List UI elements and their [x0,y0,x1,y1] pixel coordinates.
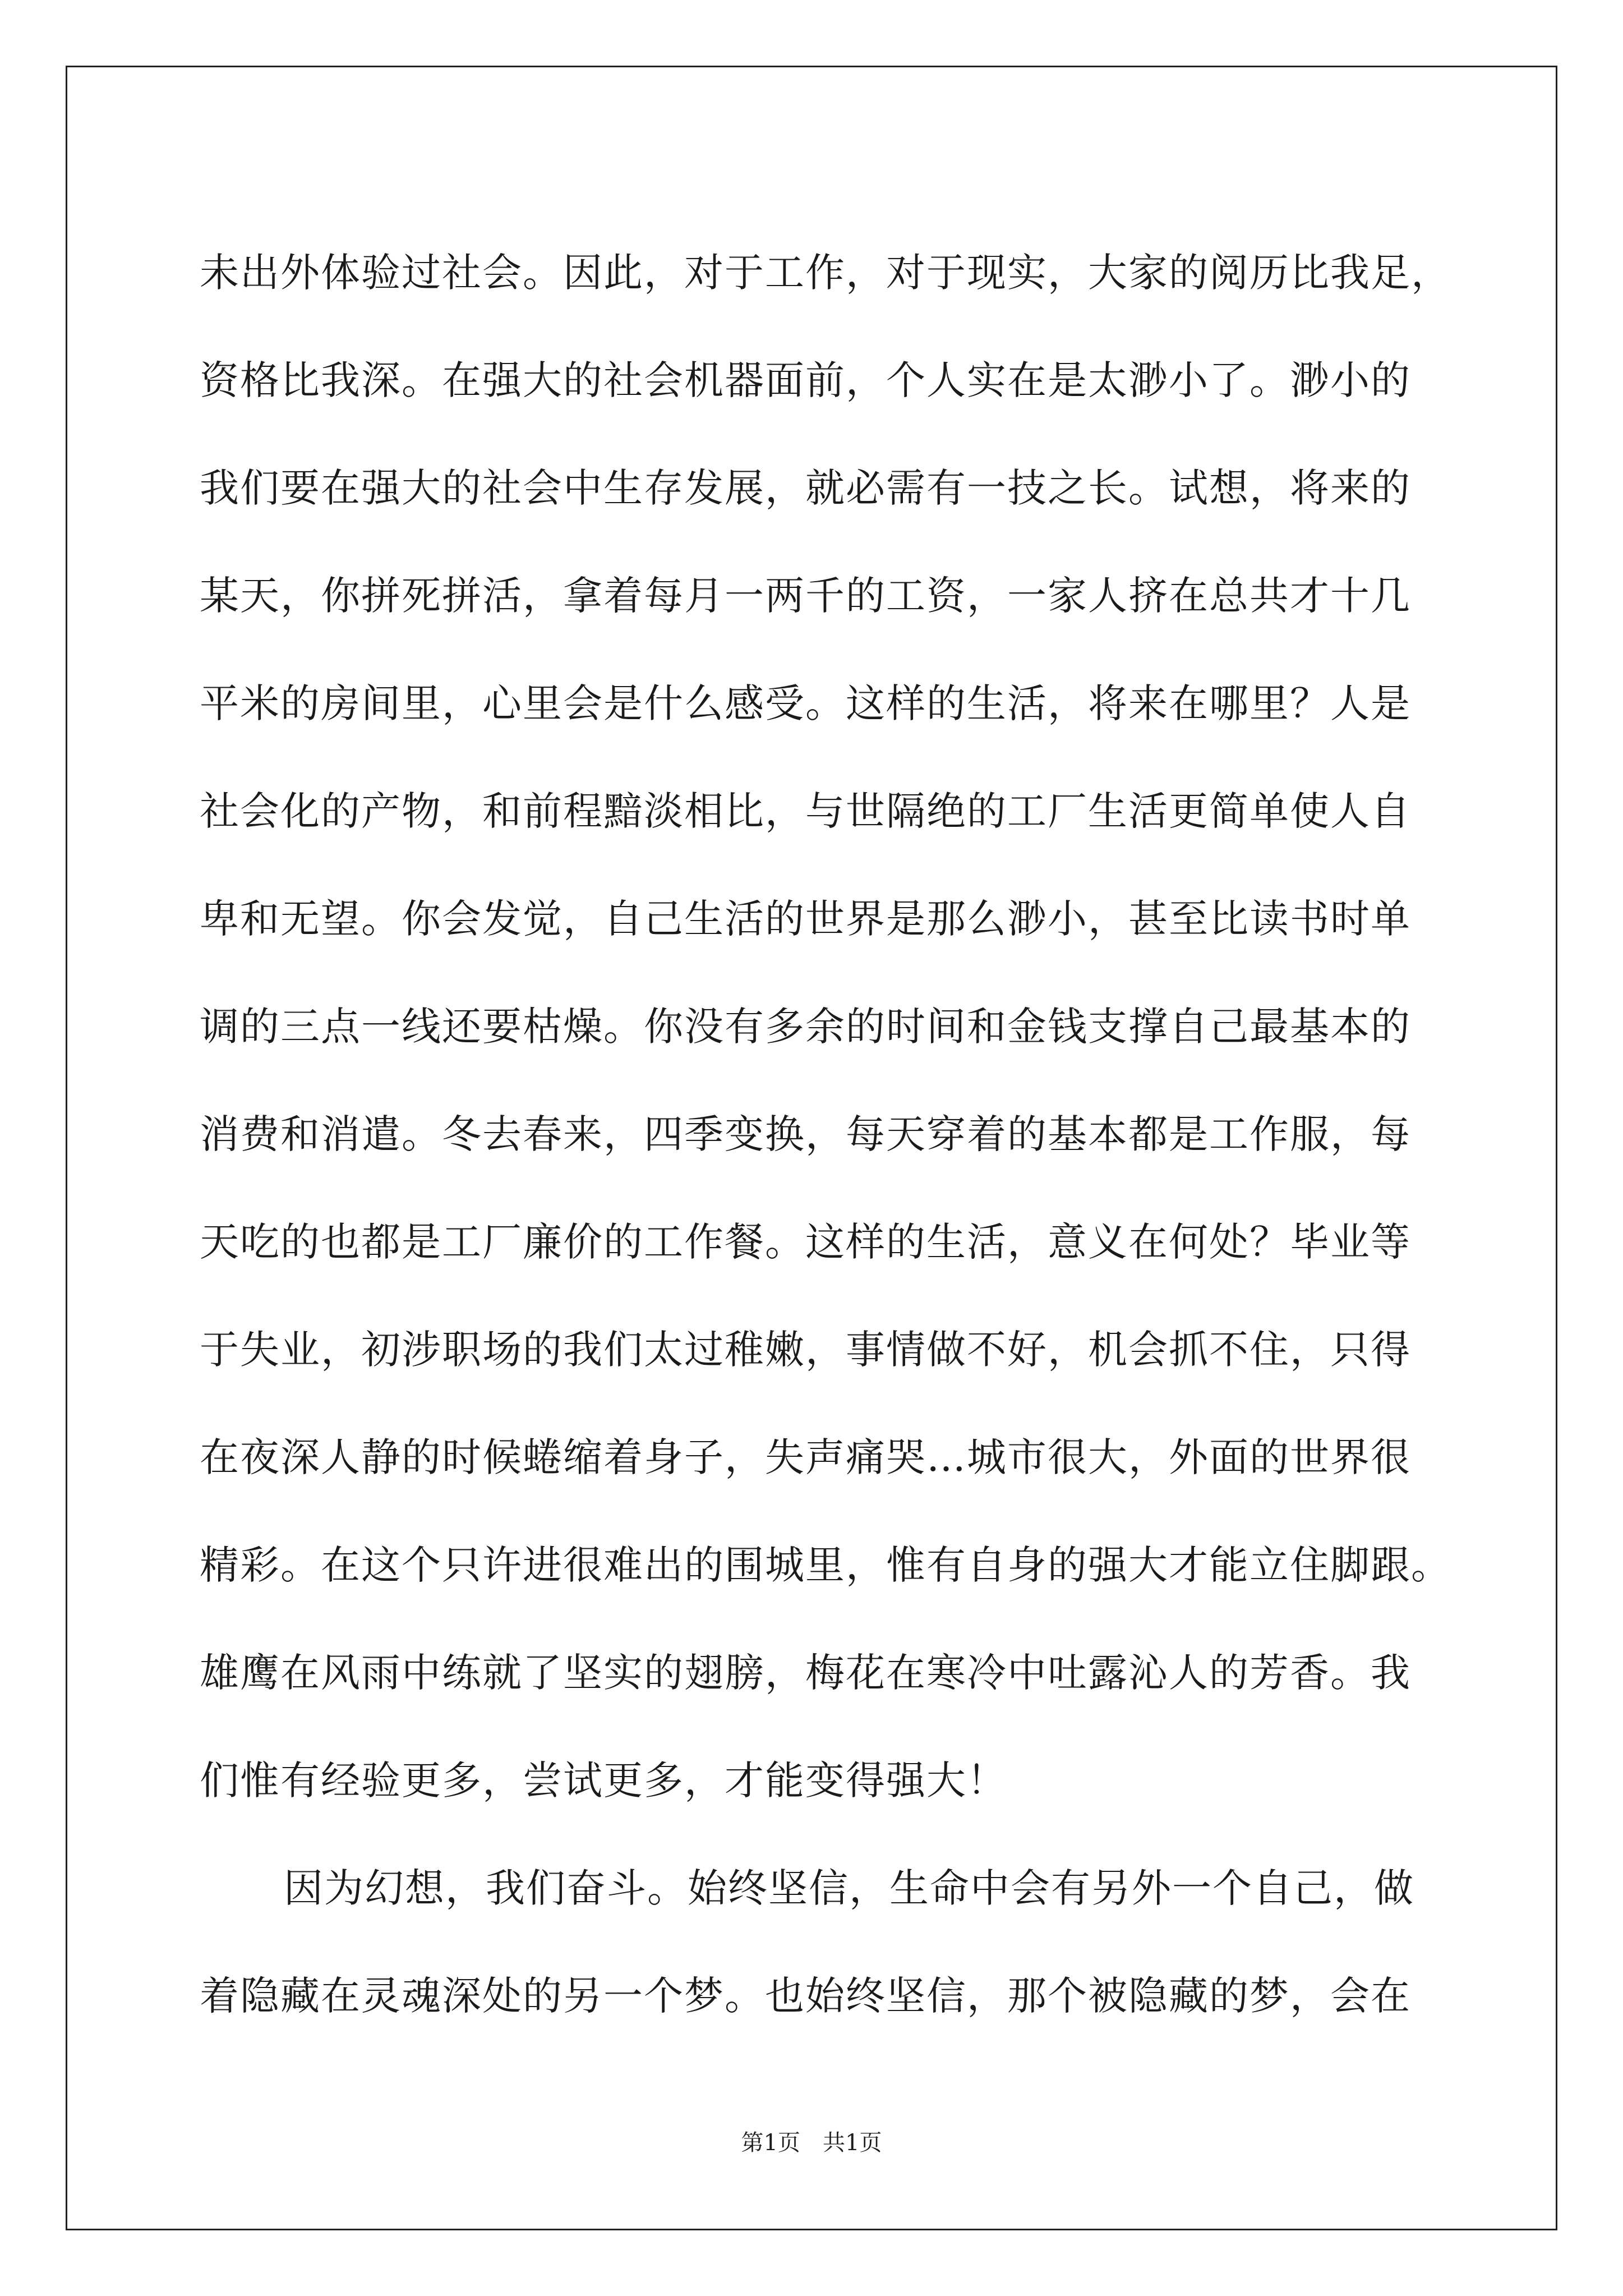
text-line: 调的三点一线还要枯燥。你没有多余的时间和金钱支撑自己最基本的 [200,1004,1411,1050]
page-number-label: 第1页 共1页 [741,2130,882,2156]
text-line: 天吃的也都是工厂廉价的工作餐。这样的生活，意义在何处？毕业等 [200,1219,1411,1265]
text-line: 在夜深人静的时候蜷缩着身子，失声痛哭…城市很大，外面的世界很 [200,1434,1411,1480]
text-line: 资格比我深。在强大的社会机器面前，个人实在是太渺小了。渺小的 [200,357,1411,403]
paragraph-first-line: 因为幻想，我们奋斗。始终坚信，生命中会有另外一个自己，做 [284,1865,1414,1911]
text-line: 于失业，初涉职场的我们太过稚嫩，事情做不好，机会抓不住，只得 [200,1327,1411,1373]
text-line: 雄鹰在风雨中练就了坚实的翅膀，梅花在寒冷中吐露沁人的芳香。我 [200,1650,1411,1696]
text-line: 精彩。在这个只许进很难出的围城里，惟有自身的强大才能立住脚跟。 [200,1542,1451,1588]
text-line: 我们要在强大的社会中生存发展，就必需有一技之长。试想，将来的 [200,465,1411,511]
document-body [200,219,1451,2050]
text-line: 卑和无望。你会发觉，自己生活的世界是那么渺小，甚至比读书时单 [200,896,1411,942]
text-line: 社会化的产物，和前程黯淡相比，与世隔绝的工厂生活更简单使人自 [200,788,1411,834]
text-line: 平米的房间里，心里会是什么感受。这样的生活，将来在哪里？人是 [200,680,1411,726]
text-line: 未出外体验过社会。因此，对于工作，对于现实，大家的阅历比我足， [200,250,1451,296]
text-line: 消费和消遣。冬去春来，四季变换，每天穿着的基本都是工作服，每 [200,1111,1411,1157]
text-line: 们惟有经验更多，尝试更多，才能变得强大！ [200,1757,1007,1803]
page-footer [0,2126,1623,2160]
text-line: 某天，你拼死拼活，拿着每月一两千的工资，一家人挤在总共才十几 [200,573,1411,619]
text-line: 着隐藏在灵魂深处的另一个梦。也始终坚信，那个被隐藏的梦，会在 [200,1973,1411,2019]
